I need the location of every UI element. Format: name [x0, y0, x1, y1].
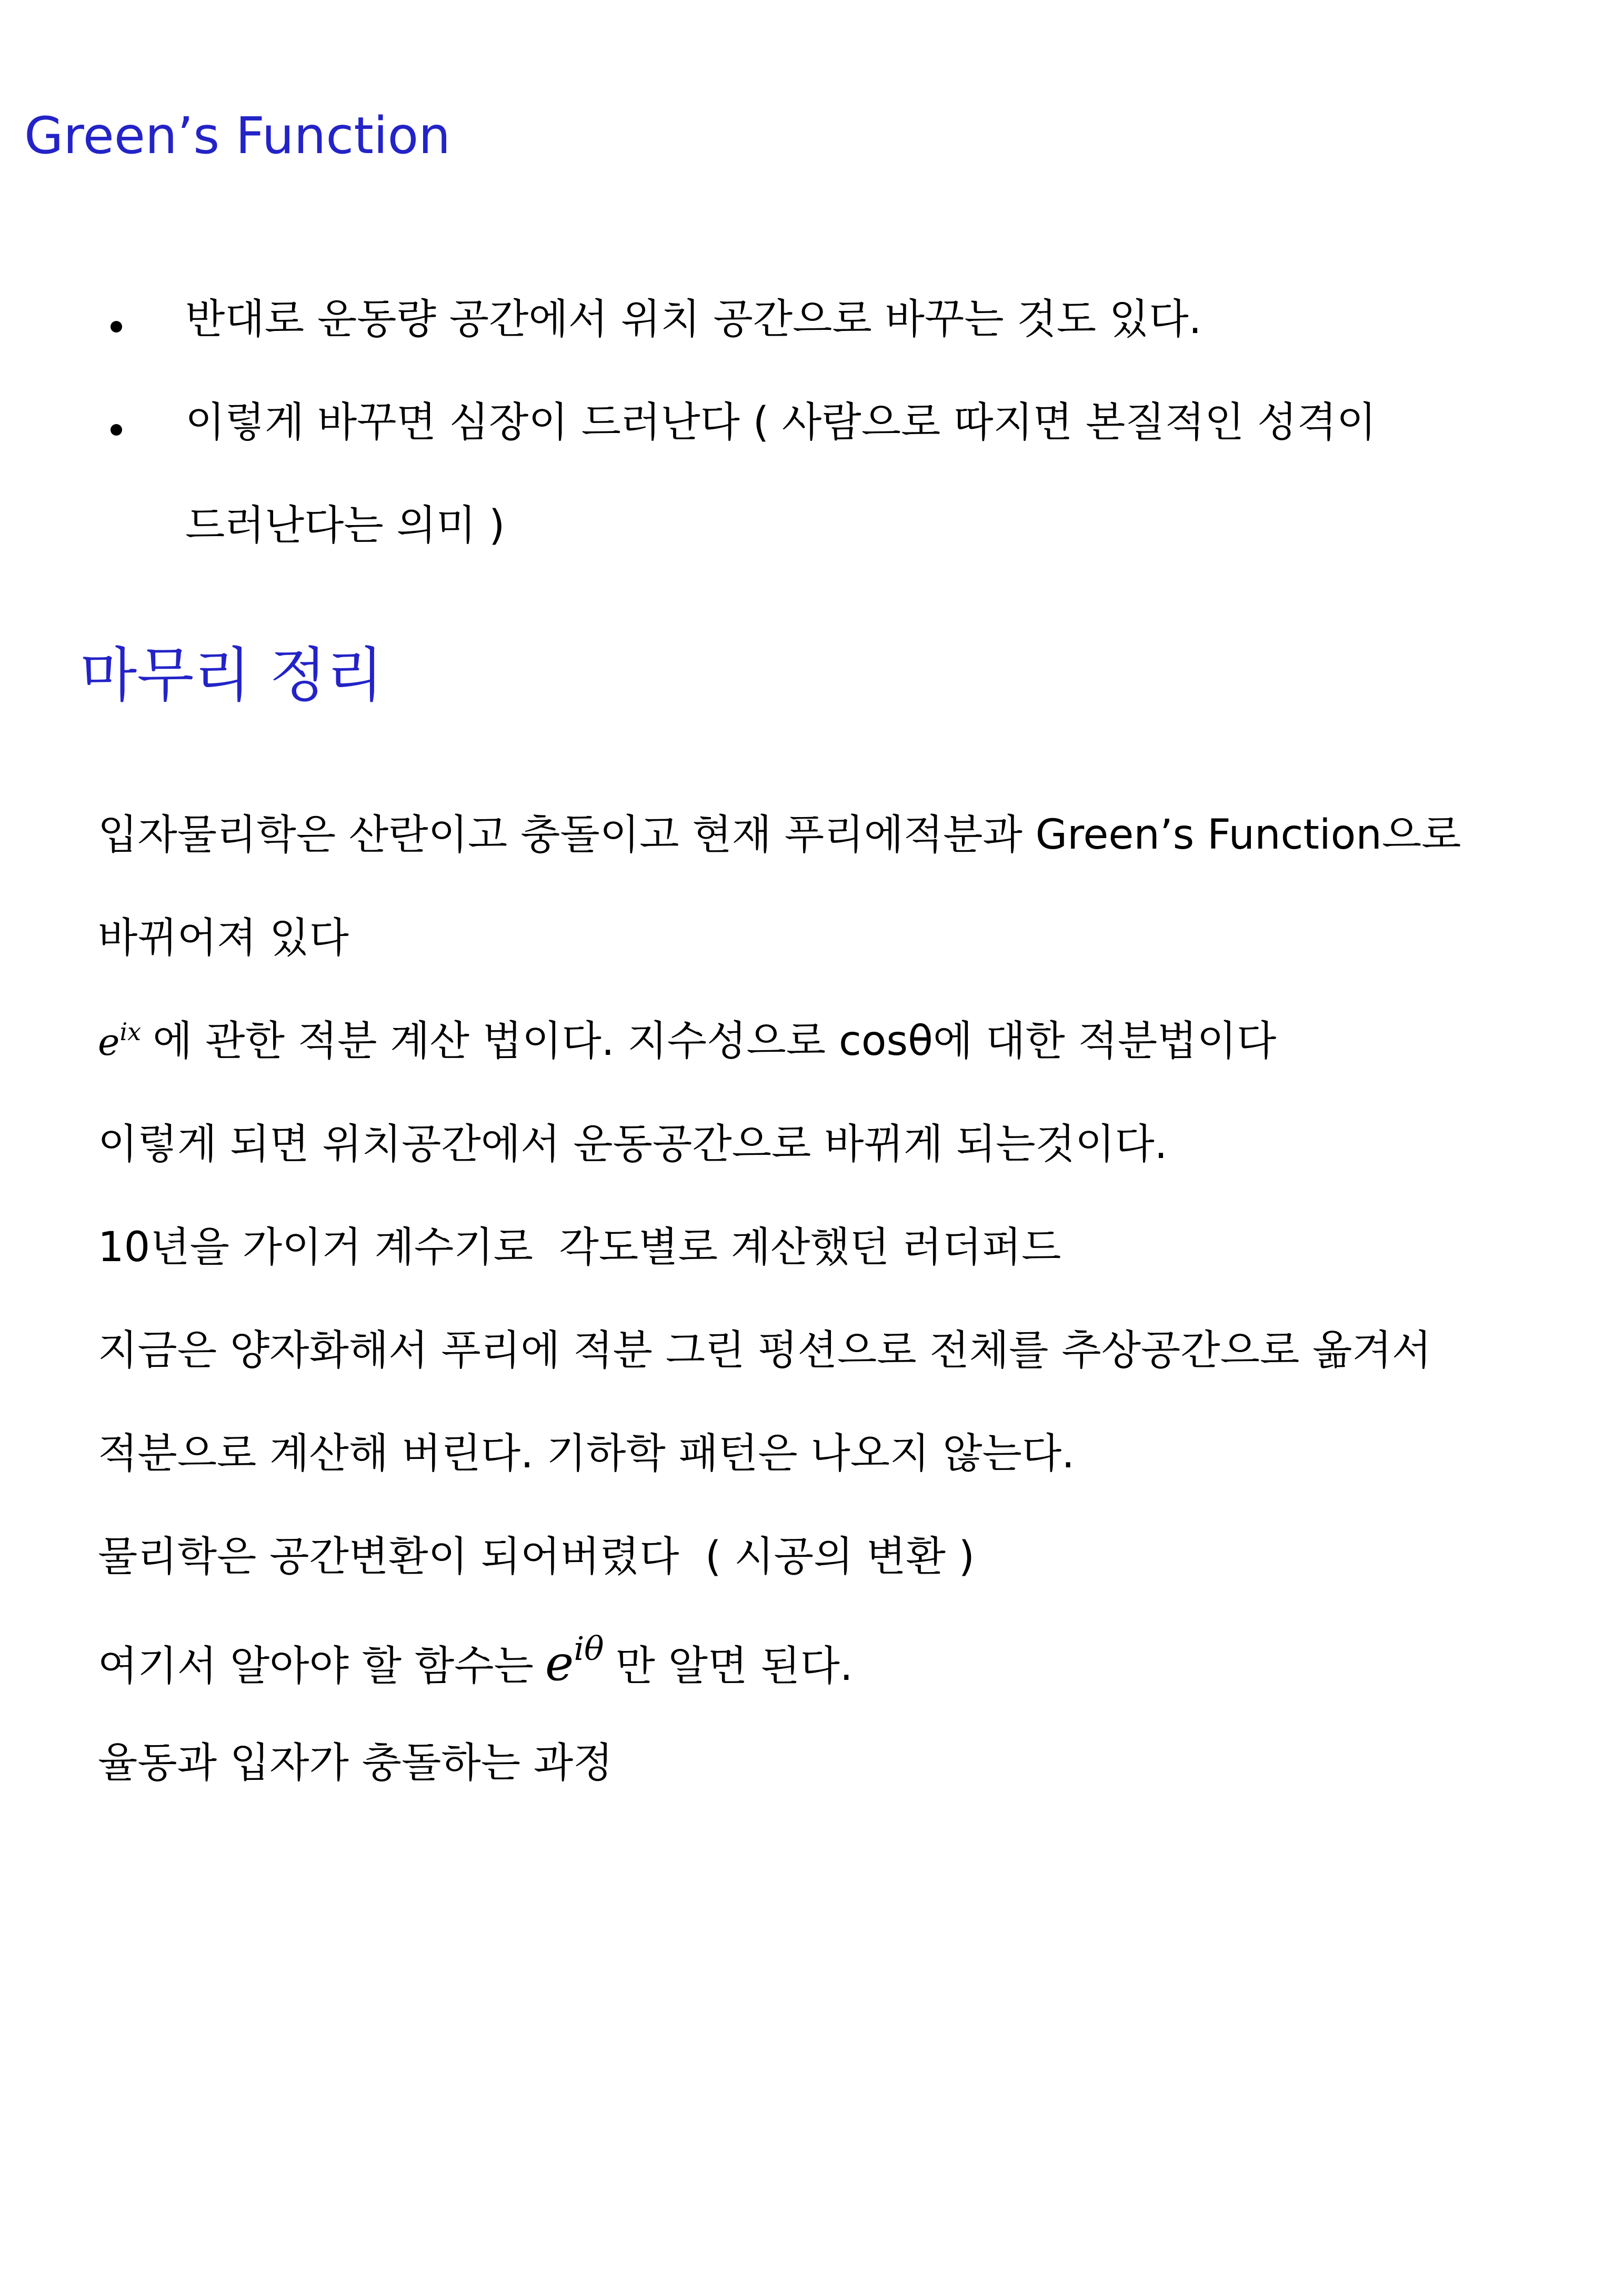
math-base: e: [545, 1635, 574, 1691]
math-expression: [98, 1018, 142, 1064]
body-line: 율동과 입자가 충돌하는 과정: [98, 1739, 613, 1787]
body-line: 입자물리학은 산란이고 충돌이고 현재 푸리에적분과 Green’s Function으로: [98, 811, 1461, 859]
body-line: 이렇게 되면 위치공간에서 운동공간으로 바뀌게 되는것이다.: [98, 1121, 1168, 1168]
body-line: 바뀌어져 있다: [98, 914, 349, 962]
body-line-text: 여기서 알아야 할 함수는: [98, 1643, 534, 1690]
math-exponent: iθ: [574, 1629, 604, 1668]
body-line-text: 에 관한 적분 계산 법이다. 지수성으로 cosθ에 대한 적분법이다: [153, 1018, 1277, 1065]
bullet-icon: [111, 321, 122, 333]
math-exponent: ix: [119, 1018, 142, 1046]
bullet-text: 이렇게 바꾸면 심장이 드러난다 ( 사람으로 따지면 본질적인 성격이: [185, 399, 1377, 446]
body-line: 지금은 양자화해서 푸리에 적분 그린 펑션으로 전체를 추상공간으로 옮겨서: [98, 1327, 1432, 1374]
bullet-text-continuation: 드러난다는 의미 ): [185, 502, 505, 549]
body-line-math: [98, 1629, 853, 1691]
heading-summary: 마무리 정리: [80, 641, 384, 710]
math-expression: [545, 1629, 604, 1691]
bullet-text: 반대로 운동량 공간에서 위치 공간으로 바꾸는 것도 있다.: [185, 296, 1202, 343]
body-line-text: 만 알면 된다.: [615, 1643, 853, 1690]
body-line: 적분으로 계산해 버린다. 기하학 패턴은 나오지 않는다.: [98, 1430, 1075, 1477]
heading-greens-function: Green’s Function: [24, 106, 451, 165]
body-line: 물리학은 공간변환이 되어버렸다 ( 시공의 변환 ): [98, 1533, 975, 1580]
bullet-icon: [111, 424, 122, 436]
body-line: 10년을 가이거 계수기로 각도별로 계산했던 러더퍼드: [98, 1224, 1061, 1271]
math-base: e: [98, 1021, 120, 1064]
body-line-math: [98, 1018, 1277, 1065]
